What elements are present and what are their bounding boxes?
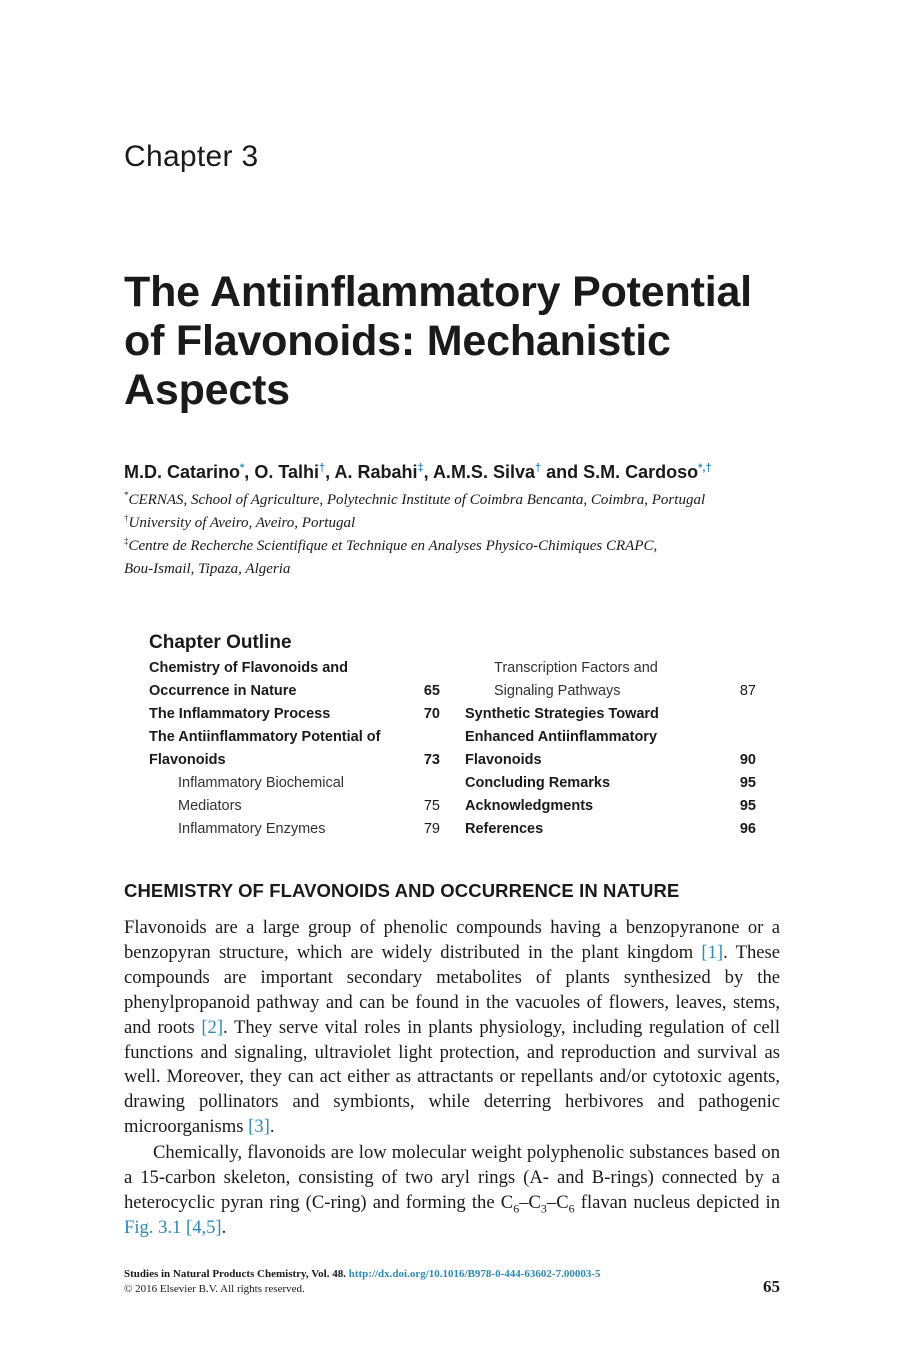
subscript: 6 (568, 1201, 575, 1216)
body-paragraph (124, 1141, 780, 1241)
title-line: The Antiinflammatory Potential (124, 268, 752, 316)
journal-reference: Studies in Natural Products Chemistry, Vol. 48. (124, 1268, 346, 1280)
outline-entry-page: 79 (423, 821, 440, 837)
paragraph-text: . They serve vital roles in plants physiology, including regulation of cell functions and signaling, ultraviolet light protection, and reproduction and survival as well. Moreover, they can act either as attractants or repellants and/or cytotoxic agents, drawing pollinators and symbionts, while deterring herbivores and pathogenic microorganisms (124, 1016, 780, 1138)
outline-entry-title: Chemistry of Flavonoids and (149, 660, 348, 676)
author-separator: , (423, 462, 433, 482)
outline-entry[interactable] (465, 749, 756, 772)
paragraph-text: Chemically, flavonoids are low molecular weight polyphenolic substances based on a 15-carbon skeleton, consisting of two aryl rings (A- and B-rings) connected by a heterocyclic pyran ring (C-ring) and forming the C (124, 1142, 780, 1213)
outline-entry[interactable] (465, 726, 756, 749)
author-affiliation-mark[interactable]: † (534, 462, 542, 474)
author-separator: and (541, 462, 584, 482)
affiliation-text: University of Aveiro, Aveiro, Portugal (128, 515, 356, 531)
outline-entry-title: Mediators (178, 798, 242, 814)
outline-entry-title: Signaling Pathways (494, 683, 621, 699)
author-name: A. Rabahi (334, 462, 418, 482)
citation-link[interactable]: [2] (201, 1016, 224, 1038)
outline-entry-title: Inflammatory Biochemical (178, 775, 344, 791)
figure-link[interactable]: Fig. 3.1 (124, 1216, 182, 1238)
title-line: Aspects (124, 366, 290, 414)
title-line: of Flavonoids: Mechanistic (124, 317, 671, 365)
outline-entry-page: 95 (739, 798, 756, 814)
subscript: 6 (513, 1201, 520, 1216)
outline-entry[interactable] (465, 680, 756, 703)
outline-entry-page: 75 (423, 798, 440, 814)
footer-citation-line (124, 1267, 601, 1282)
paragraph-text: –C (519, 1191, 541, 1213)
paragraph-text: –C (546, 1191, 569, 1213)
author-affiliation-mark[interactable]: ‡ (417, 462, 424, 474)
outline-entry[interactable] (465, 703, 756, 726)
author-separator: , (325, 462, 335, 482)
body-paragraph (124, 916, 780, 1140)
outline-entry-title: Occurrence in Nature (149, 683, 297, 699)
outline-entry-title: Concluding Remarks (465, 775, 611, 791)
paragraph-text: . (269, 1116, 275, 1138)
outline-entry-title: Flavonoids (149, 752, 226, 768)
affiliation-mark: * (124, 490, 129, 500)
outline-entry[interactable] (149, 703, 440, 726)
affiliation-mark: ‡ (124, 536, 129, 546)
chapter-outline-heading: Chapter Outline (149, 632, 292, 653)
citation-link[interactable]: [4,5] (186, 1216, 222, 1238)
citation-link[interactable]: [1] (701, 941, 724, 963)
subscript: 3 (540, 1201, 547, 1216)
affiliation (124, 559, 290, 578)
affiliation-text: CERNAS, School of Agriculture, Polytechnic Institute of Coimbra Bencanta, Coimbra, Portugal (128, 492, 706, 508)
outline-entry-page: 95 (739, 775, 756, 791)
outline-entry[interactable] (149, 657, 440, 680)
paragraph-text: . These compounds are important secondary metabolites of plants synthesized by the phenylpropanoid pathway and can be found in the vacuoles of flowers, leaves, stems, and roots (124, 941, 780, 1038)
outline-entry[interactable] (149, 818, 440, 841)
section-heading: CHEMISTRY OF FLAVONOIDS AND OCCURRENCE IN NATURE (124, 880, 680, 901)
author-name: A.M.S. Silva (432, 462, 535, 482)
page-footer (124, 1267, 601, 1297)
affiliation-text: Centre de Recherche Scientifique et Technique en Analyses Physico-Chimiques CRAPC, (128, 538, 658, 554)
affiliation-text: Bou-Ismail, Tipaza, Algeria (124, 561, 291, 577)
author-separator: , (244, 462, 255, 482)
outline-entry-page: 70 (423, 706, 440, 722)
outline-column-right (465, 657, 756, 841)
outline-entry-title: Flavonoids (465, 752, 542, 768)
outline-entry[interactable] (149, 726, 440, 749)
outline-entry-page: 87 (739, 683, 756, 699)
author-list (124, 462, 712, 483)
paragraph-text: Flavonoids are a large group of phenolic compounds having a benzopyranone or a benzopyran structure, which are widely distributed in the plant kingdom (124, 917, 780, 963)
outline-column-left (149, 657, 440, 841)
outline-entry-title: Transcription Factors and (494, 660, 658, 676)
copyright-notice: © 2016 Elsevier B.V. All rights reserved. (124, 1283, 305, 1295)
author-affiliation-mark[interactable]: * (240, 462, 245, 474)
outline-entry[interactable] (149, 772, 440, 795)
outline-entry-title: Inflammatory Enzymes (178, 821, 326, 837)
chapter-label: Chapter 3 (124, 140, 259, 173)
author-name: O. Talhi (254, 462, 319, 482)
outline-entry[interactable] (149, 680, 440, 703)
outline-entry-page: 90 (739, 752, 756, 768)
outline-entry[interactable] (465, 818, 756, 841)
doi-link[interactable]: http://dx.doi.org/10.1016/B978-0-444-63602-7.00003-5 (348, 1268, 601, 1280)
affiliation (124, 490, 705, 509)
affiliation (124, 536, 657, 555)
outline-entry-page: 96 (739, 821, 756, 837)
author-affiliation-mark[interactable]: *,† (698, 462, 712, 474)
outline-entry[interactable] (465, 772, 756, 795)
outline-entry-title: Synthetic Strategies Toward (465, 706, 659, 722)
chapter-title (124, 268, 824, 415)
author-name: M.D. Catarino (124, 462, 241, 482)
page-number: 65 (763, 1277, 780, 1296)
outline-entry-title: References (465, 821, 544, 837)
paragraph-text: flavan nucleus depicted in (574, 1191, 781, 1213)
outline-entry[interactable] (149, 795, 440, 818)
outline-entry-title: Enhanced Antiinflammatory (465, 729, 658, 745)
outline-entry-title: Acknowledgments (465, 798, 594, 814)
affiliation-mark: † (124, 513, 129, 523)
outline-entry[interactable] (465, 795, 756, 818)
paragraph-text: . (221, 1216, 227, 1238)
outline-entry-title: The Inflammatory Process (149, 706, 331, 722)
author-affiliation-mark[interactable]: † (318, 462, 326, 474)
outline-entry-page: 65 (423, 683, 440, 699)
outline-entry-title: The Antiinflammatory Potential of (149, 729, 381, 745)
affiliation (124, 513, 355, 532)
citation-link[interactable]: [3] (248, 1116, 270, 1138)
outline-entry[interactable] (465, 657, 756, 680)
author-name: S.M. Cardoso (583, 462, 699, 482)
outline-entry-page: 73 (423, 752, 440, 768)
outline-entry[interactable] (149, 749, 440, 772)
